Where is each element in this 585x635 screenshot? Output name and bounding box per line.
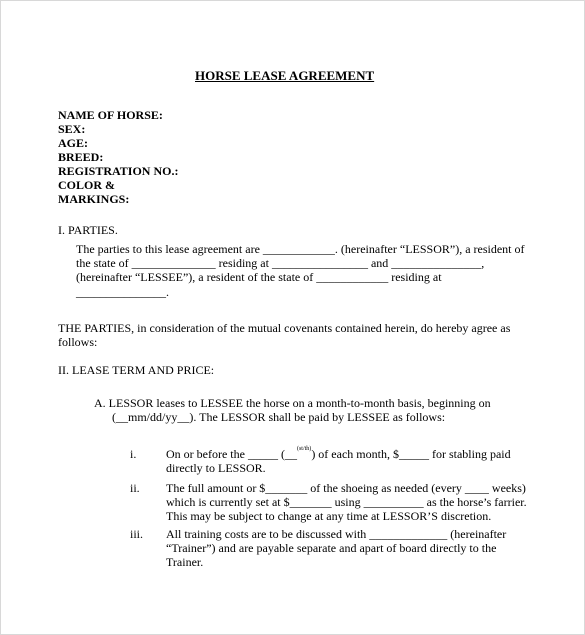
clause-a-line-2: (__mm/dd/yy__). The LESSOR shall be paid by LESSEE as follows: bbox=[112, 410, 446, 424]
field-age: AGE: bbox=[58, 136, 88, 150]
item-iii-line-3: Trainer. bbox=[166, 555, 204, 569]
field-registration-no: REGISTRATION NO.: bbox=[58, 164, 179, 178]
document-title: HORSE LEASE AGREEMENT bbox=[195, 68, 375, 83]
field-name-of-horse: NAME OF HORSE: bbox=[58, 108, 163, 122]
item-i-line-1 bbox=[166, 447, 511, 461]
section-parties-heading: I. PARTIES. bbox=[58, 223, 118, 237]
item-number: i. bbox=[130, 447, 137, 461]
agree-line-1: THE PARTIES, in consideration of the mutual covenants contained herein, do hereby agree as bbox=[58, 321, 511, 335]
item-i-line-1-post: ) of each month, $_____ for stabling paid bbox=[311, 447, 511, 461]
agree-line-2: follows: bbox=[58, 335, 98, 349]
item-ii-line-3: This may be subject to change at any time at LESSOR’S discretion. bbox=[166, 509, 492, 523]
clause-a-line-1: A. LESSOR leases to LESSEE the horse on a month-to-month basis, beginning on bbox=[94, 396, 491, 410]
item-number: iii. bbox=[130, 527, 144, 541]
parties-line-3: (hereinafter “LESSEE”), a resident of the state of ____________ residing at bbox=[76, 270, 442, 284]
item-ii-line-2: which is currently set at $_______ using __________ as the horse’s farrier. bbox=[166, 495, 527, 509]
section-lease-heading: II. LEASE TERM AND PRICE: bbox=[58, 363, 215, 377]
item-iii-line-2: “Trainer”) and are payable separate and apart of board directly to the bbox=[166, 541, 497, 555]
item-ii-line-1: The full amount or $_______ of the shoeing as needed (every ____ weeks) bbox=[166, 481, 526, 495]
item-iii-line-1: All training costs are to be discussed with _____________ (hereinafter bbox=[166, 527, 507, 541]
parties-line-1: The parties to this lease agreement are ____________. (hereinafter “LESSOR”), a resident of bbox=[76, 242, 525, 256]
field-color: COLOR & bbox=[58, 178, 115, 192]
field-breed: BREED: bbox=[58, 150, 104, 164]
parties-line-2: the state of ______________ residing at ________________ and _______________, bbox=[76, 256, 485, 270]
parties-line-4: _______________. bbox=[76, 285, 169, 299]
item-number: ii. bbox=[130, 481, 140, 495]
item-i-line-2: directly to LESSOR. bbox=[166, 461, 266, 475]
field-sex: SEX: bbox=[58, 122, 86, 136]
item-i-line-1-pre: On or before the _____ (__ bbox=[166, 447, 297, 461]
ordinal-suffix: (st/th) bbox=[296, 446, 312, 452]
field-markings: MARKINGS: bbox=[58, 192, 130, 206]
